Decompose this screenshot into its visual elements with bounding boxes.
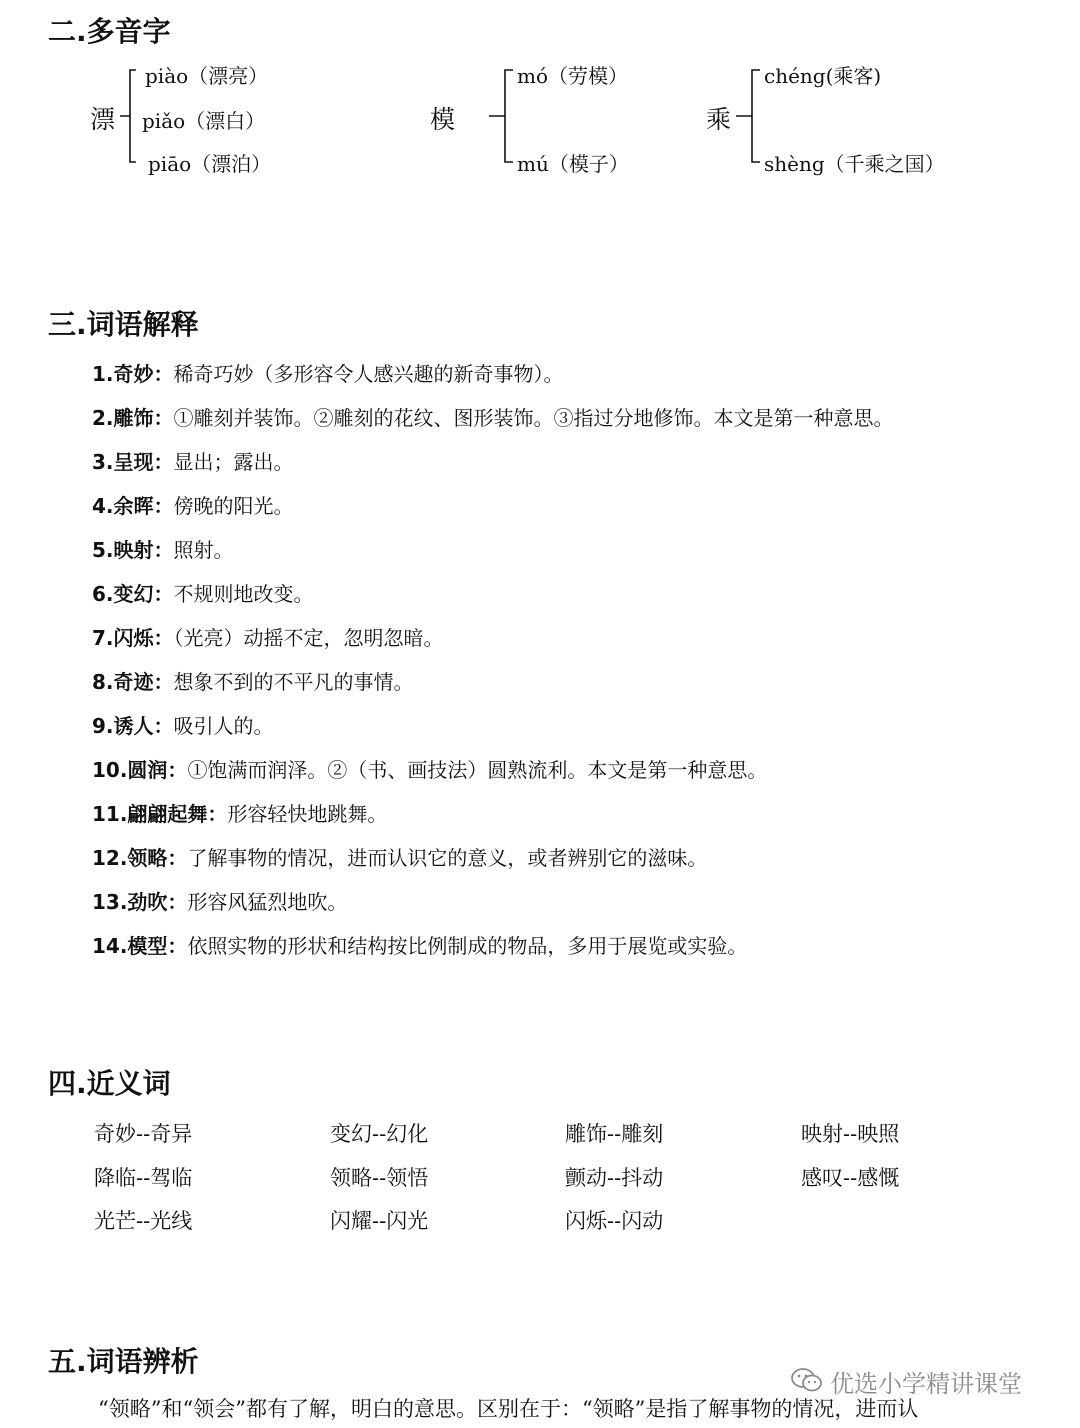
definition-meaning: 显出；露出。 [173,450,294,474]
polyphone-char: 乘 [706,105,732,134]
polyphone-reading: chéng(乘客) [764,64,882,88]
section-heading-synonyms: 四.近义词 [48,1067,171,1100]
definition-meaning: ①饱满而润泽。②（书、画技法）圆熟流利。本文是第一种意思。 [187,758,768,782]
definition-item [92,886,347,915]
synonym-pair: 感叹--感慨 [801,1166,900,1190]
definition-meaning: 了解事物的情况，进而认识它的意义，或者辨别它的滋味。 [187,846,708,870]
analysis-paragraph: “领略”和“领会”都有了解，明白的意思。区别在于：“领略”是指了解事物的情况，进而认 [98,1397,919,1421]
definition-item [92,710,274,739]
definition-meaning: 想象不到的不平凡的事情。 [173,670,414,694]
definition-item [92,490,294,519]
brace-icon [734,68,762,164]
definition-meaning: （光亮）动摇不定，忽明忽暗。 [173,626,444,650]
synonym-pair: 领略--领悟 [330,1166,429,1190]
polyphone-reading: shèng（千乘之国） [764,152,945,176]
definition-meaning: 傍晚的阳光。 [173,494,294,518]
section-heading-polyphones: 二.多音字 [48,15,171,48]
definition-term: 2.雕饰： [92,406,174,430]
section-heading-definitions: 三.词语解释 [48,308,199,341]
definition-item [92,666,414,695]
definition-term: 8.奇迹： [92,670,174,694]
polyphone-reading: piào（漂亮） [145,64,269,88]
definition-item [92,754,767,783]
definition-meaning: 形容风猛烈地吹。 [187,890,348,914]
synonym-pair: 光芒--光线 [94,1209,193,1233]
polyphone-reading: mú（模子） [517,152,629,176]
wechat-icon [790,1366,824,1394]
definition-term: 9.诱人： [92,714,174,738]
watermark-text: 优选小学精讲课堂 [830,1370,1022,1398]
synonym-pair: 变幻--幻化 [330,1122,429,1146]
definition-term: 11.翩翩起舞： [92,802,228,826]
definition-term: 1.奇妙： [92,362,174,386]
synonym-pair: 颤动--抖动 [565,1166,664,1190]
definition-term: 3.呈现： [92,450,174,474]
definition-item [92,446,294,475]
definition-meaning: 吸引人的。 [173,714,274,738]
synonym-pair: 降临--驾临 [94,1166,193,1190]
definition-item [92,402,894,431]
definition-term: 5.映射： [92,538,174,562]
brace-icon [118,68,138,164]
definition-meaning: 不规则地改变。 [173,582,314,606]
definition-item [92,622,444,651]
definition-term: 12.领略： [92,846,188,870]
definition-meaning: ①雕刻并装饰。②雕刻的花纹、图形装饰。③指过分地修饰。本文是第一种意思。 [173,406,894,430]
synonym-pair: 映射--映照 [801,1122,900,1146]
definition-term: 10.圆润： [92,758,188,782]
definition-item [92,798,387,827]
definition-meaning: 稀奇巧妙（多形容令人感兴趣的新奇事物）。 [173,362,564,386]
polyphone-reading: piǎo（漂白） [142,109,266,133]
definition-item [92,358,564,387]
polyphone-reading: piāo（漂泊） [148,152,272,176]
definition-term: 13.劲吹： [92,890,188,914]
polyphone-char: 漂 [90,105,116,134]
definition-item [92,534,234,563]
brace-icon [487,68,515,164]
definition-meaning: 依照实物的形状和结构按比例制成的物品，多用于展览或实验。 [187,934,748,958]
section-heading-analysis: 五.词语辨析 [48,1345,199,1378]
definition-term: 7.闪烁： [92,626,174,650]
synonym-pair: 雕饰--雕刻 [565,1122,664,1146]
definition-meaning: 照射。 [173,538,234,562]
definition-meaning: 形容轻快地跳舞。 [227,802,388,826]
definition-term: 4.余晖： [92,494,174,518]
definition-term: 6.变幻： [92,582,174,606]
synonym-pair: 奇妙--奇异 [94,1122,193,1146]
synonym-pair: 闪耀--闪光 [330,1209,429,1233]
polyphone-reading: mó（劳模） [517,64,629,88]
definition-term: 14.模型： [92,934,188,958]
definition-item [92,842,707,871]
polyphone-char: 模 [430,105,456,134]
definition-item [92,578,314,607]
definition-item [92,930,747,959]
synonym-pair: 闪烁--闪动 [565,1209,664,1233]
